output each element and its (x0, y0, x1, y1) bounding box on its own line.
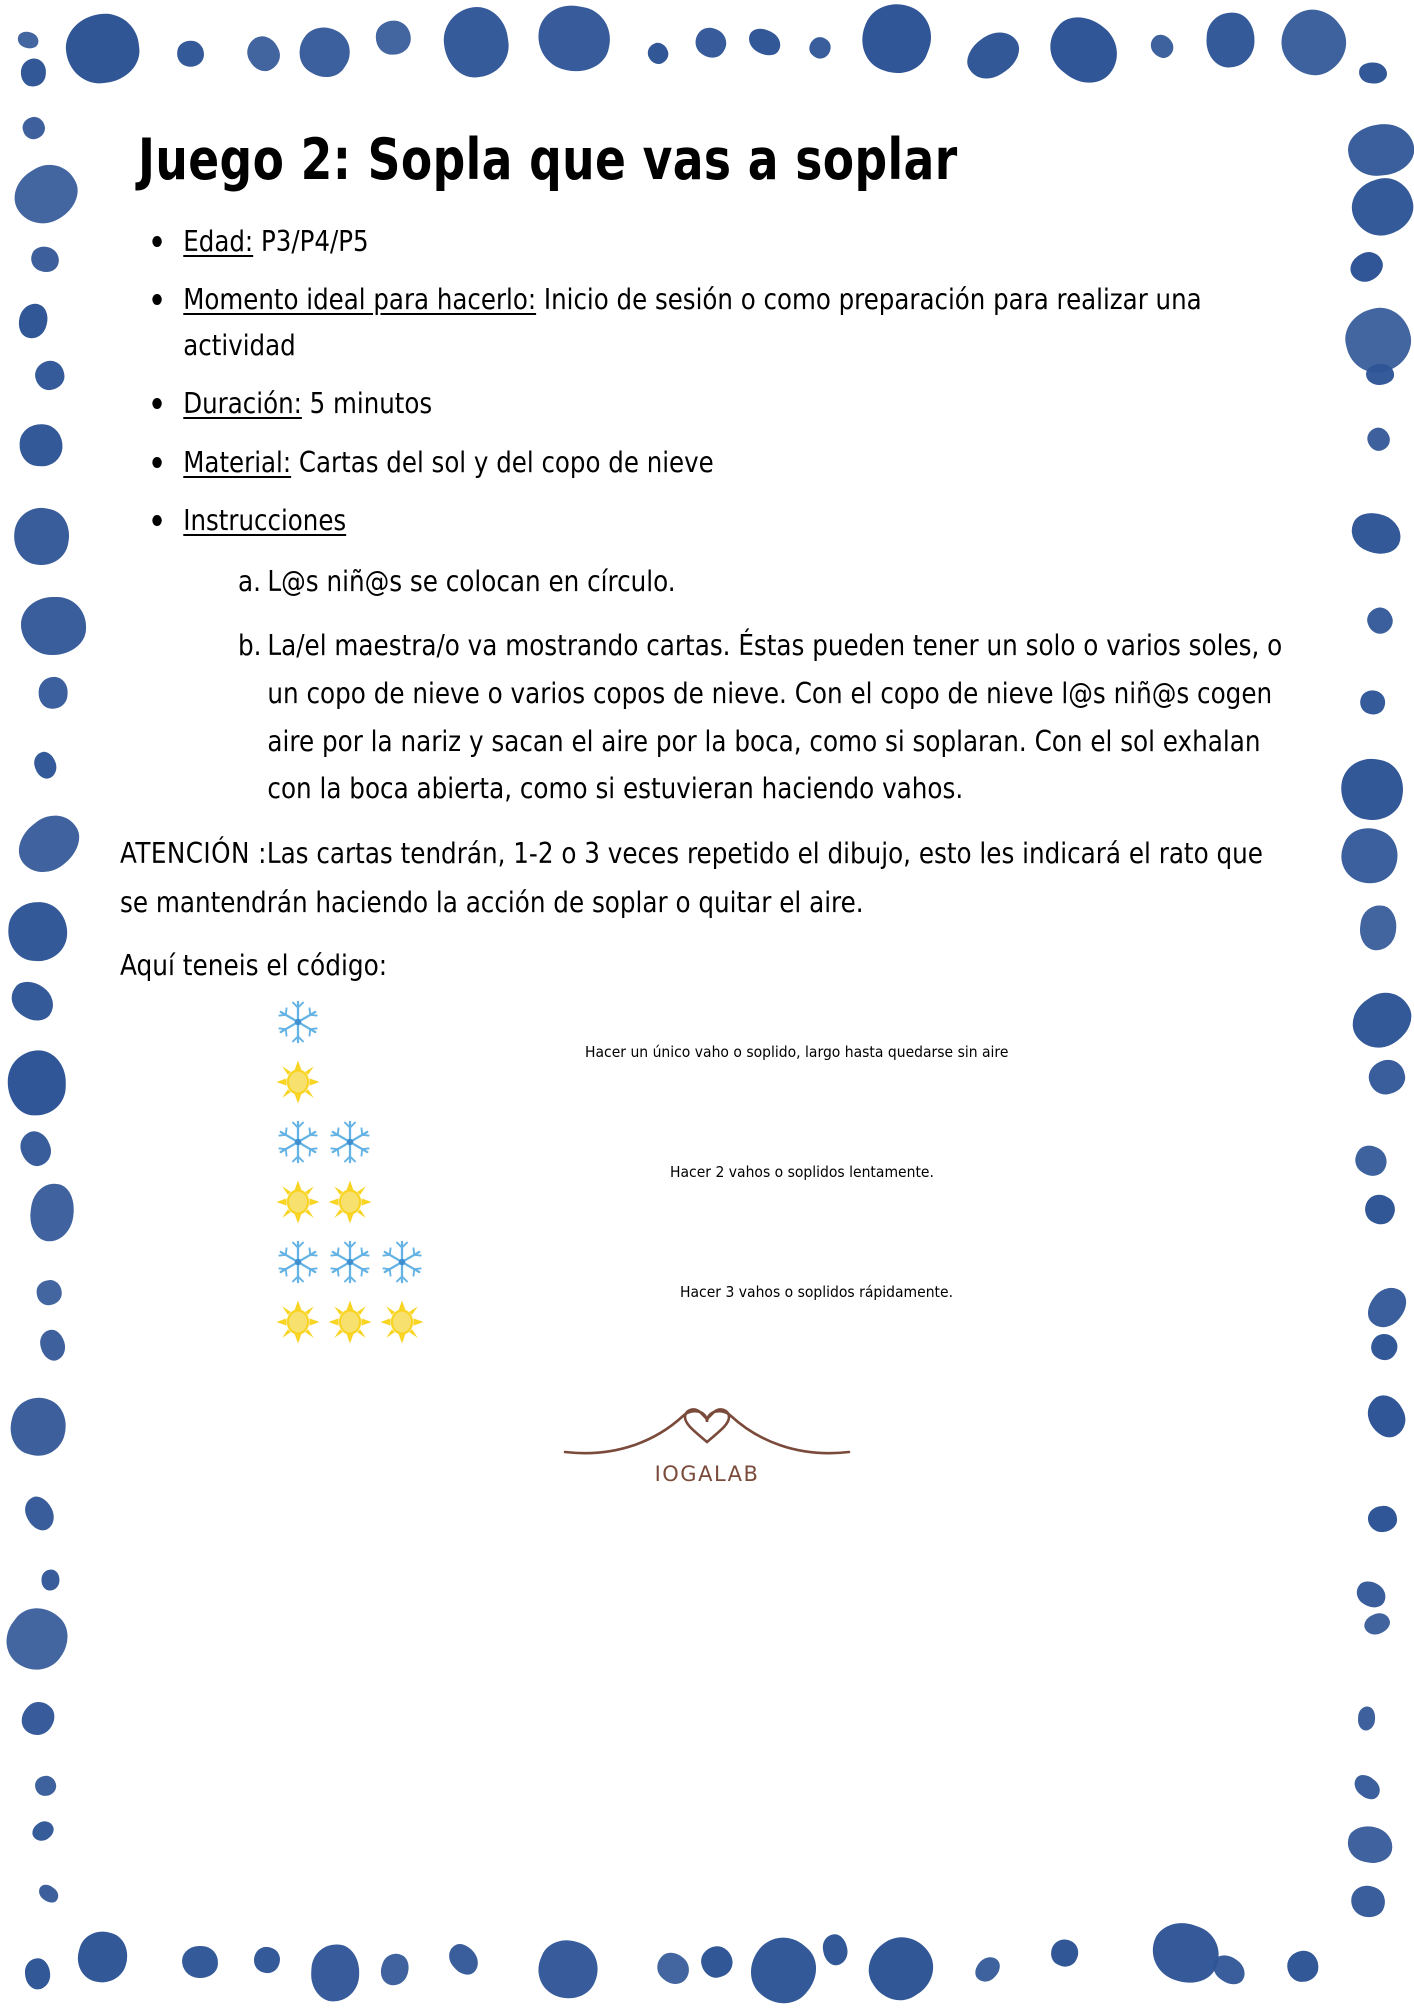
instructions-sublist (238, 558, 1294, 813)
legend-row (120, 1112, 1294, 1232)
snowflake-icon (379, 1239, 425, 1285)
list-item (238, 558, 1288, 606)
list-item-label: Momento ideal para hacerlo: (183, 283, 537, 317)
snowflake-icon (327, 1119, 373, 1165)
snowflake-row (275, 1119, 373, 1165)
list-item (142, 219, 1291, 265)
code-legend (120, 992, 1294, 1352)
legend-caption: Hacer 3 vahos o soplidos rápidamente. (680, 1283, 954, 1302)
legend-row (120, 1232, 1294, 1352)
brand-name: IOGALAB (654, 1462, 760, 1486)
legend-caption: Hacer 2 vahos o soplidos lentamente. (670, 1163, 934, 1182)
sun-icon (327, 1179, 373, 1225)
info-list (142, 219, 1294, 544)
legend-icons (275, 1239, 575, 1345)
list-item (238, 622, 1288, 814)
list-item-text: Inicio de sesión o como preparación para realizar una actividad (183, 283, 1202, 363)
list-item-label: Edad: (183, 225, 254, 258)
list-item (142, 440, 1291, 486)
legend-row (120, 992, 1294, 1112)
sun-row (275, 1179, 373, 1225)
legend-icons (275, 1119, 575, 1225)
sun-row (275, 1059, 321, 1105)
snowflake-icon (275, 1239, 321, 1285)
footer-logo (0, 1400, 1414, 1486)
attention-paragraph (120, 829, 1293, 927)
snowflake-row (275, 1239, 425, 1285)
list-item-text: La/el maestra/o va mostrando cartas. Éstas pueden tener un solo o varios soles, o un copo de nieve o varios copos de nieve. Con el copo de nieve l@s niñ@s cogen aire por la nariz y sacan el aire por la boca, como si soplaran. Con el sol exhalan con la boca abierta, como si estuvieran haciendo vahos. (267, 628, 1283, 806)
list-item (142, 277, 1291, 369)
sun-row (275, 1299, 425, 1345)
list-item (142, 498, 1291, 544)
snowflake-icon (275, 999, 321, 1045)
sun-icon (379, 1299, 425, 1345)
list-item-label: Material: (183, 445, 292, 479)
sun-icon (275, 1299, 321, 1345)
list-item-text: L@s niñ@s se colocan en círculo. (267, 564, 676, 598)
heart-swash-icon (557, 1400, 857, 1466)
list-item-label: Duración: (183, 387, 302, 421)
legend-caption: Hacer un único vaho o soplido, largo hasta quedarse sin aire (585, 1043, 1009, 1062)
list-item-text: P3/P4/P5 (253, 225, 369, 258)
snowflake-icon (327, 1239, 373, 1285)
list-marker: a. (238, 564, 261, 598)
list-marker: b. (238, 628, 262, 662)
sun-icon (275, 1179, 321, 1225)
code-intro-text: Aquí teneis el código: (120, 949, 388, 983)
page-title: Juego 2: Sopla que vas a soplar (138, 127, 958, 193)
attention-text: Las cartas tendrán, 1-2 o 3 veces repetido el dibujo, esto les indicará el rato que se mantendrán haciendo la acción de soplar o quitar el aire. (120, 837, 1263, 920)
list-item (142, 381, 1291, 427)
list-item-text: 5 minutos (301, 387, 433, 421)
list-item-label: Instrucciones (183, 503, 347, 537)
list-item-text: Cartas del sol y del copo de nieve (291, 445, 714, 479)
sun-icon (275, 1059, 321, 1105)
sun-icon (327, 1299, 373, 1345)
snowflake-icon (275, 1119, 321, 1165)
attention-keyword: ATENCIÓN : (120, 837, 267, 871)
snowflake-row (275, 999, 321, 1045)
legend-icons (275, 999, 575, 1105)
